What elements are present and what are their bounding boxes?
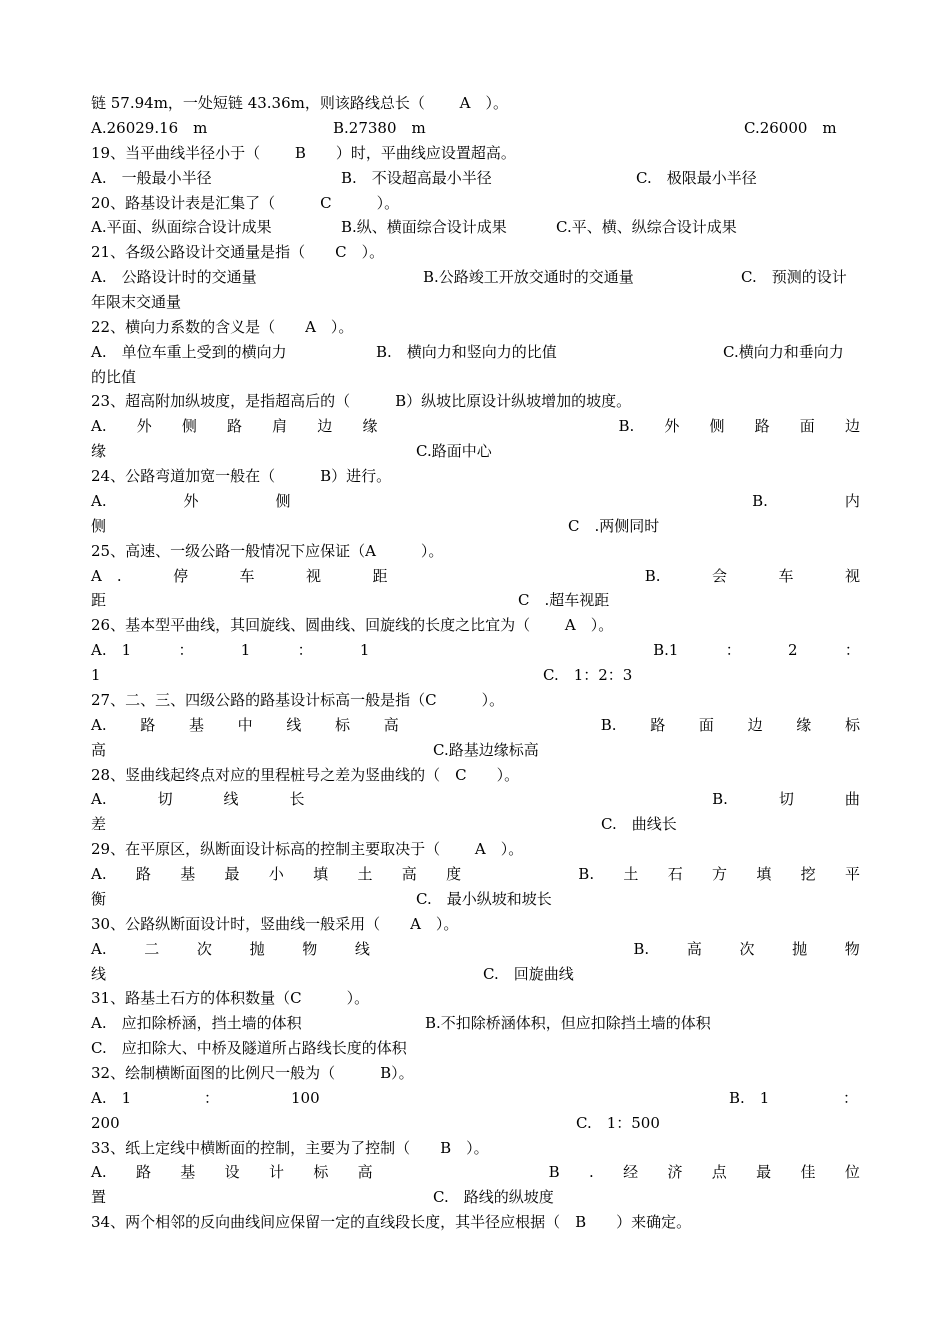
text-line: 21、各级公路设计交通量是指（ C ）。 [91, 243, 385, 262]
option-text: A. 应扣除桥涵，挡土墙的体积 [91, 1014, 302, 1033]
spread-token: 缘 [362, 417, 378, 436]
spread-token: 设 [224, 1163, 240, 1182]
spread-token: 抛 [249, 939, 265, 958]
spread-token: 填 [313, 865, 329, 883]
spread-token: 小 [268, 865, 284, 883]
spread-token: B.1 [653, 641, 679, 660]
spread-token: A. [91, 491, 107, 510]
spread-token: 线 [286, 715, 302, 734]
text-line [91, 962, 860, 987]
spread-token: 视 [306, 566, 322, 585]
text-line: 25、高速、一级公路一般情况下应保证（A ）。 [91, 541, 444, 560]
spread-token: 缘 [796, 715, 812, 734]
option-text: C. 极限最小半径 [636, 168, 757, 187]
spread-token: 次 [196, 939, 212, 958]
text-line: 的比值 [91, 367, 137, 386]
text-line: 34、两个相邻的反向曲线间应保留一定的直线段长度，其半径应根据（ B ）来确定。 [91, 1213, 692, 1232]
option-text: 距 [91, 591, 107, 610]
text-line [91, 812, 860, 837]
text-line: 27、二、三、四级公路的路基设计标高一般是指（C ）。 [91, 690, 505, 709]
spread-token: 长 [289, 790, 305, 809]
spread-token: B. [752, 491, 768, 510]
option-text: C. 最小纵坡和坡长 [416, 889, 552, 908]
spread-token: 路 [227, 417, 243, 436]
spread-token: 基 [188, 715, 204, 734]
spread-token: A. [91, 1163, 107, 1182]
spread-token: 车 [778, 566, 794, 585]
option-text: 侧 [91, 516, 107, 535]
spread-token: 方 [712, 865, 728, 883]
text-line [91, 588, 860, 613]
spread-token: 1 [359, 641, 370, 660]
spread-token: B. [578, 865, 595, 883]
spread-token: 经 [623, 1163, 639, 1182]
option-text: B.公路竣工开放交通时的交通量 [423, 268, 634, 287]
spread-token: 计 [268, 1163, 284, 1182]
option-text: C. 预测的设计 [741, 268, 847, 287]
spread-token: 济 [667, 1163, 683, 1182]
option-text: ： [843, 1088, 859, 1107]
option-text: 1 [91, 666, 101, 684]
option-text: C .超车视距 [518, 591, 610, 610]
option-text: A.26029.16 m [91, 118, 208, 137]
text-line: 30、公路纵断面设计时，竖曲线一般采用（ A ）。 [91, 914, 459, 933]
text-line: 22、横向力系数的含义是（ A ）。 [91, 317, 354, 336]
text-line [91, 887, 860, 912]
spread-token: 高 [686, 939, 702, 958]
option-text: C. 1：500 [576, 1113, 660, 1132]
option-text: 置 [91, 1188, 107, 1207]
option-text: C.横向力和垂向力 [723, 342, 844, 361]
text-line [91, 414, 860, 439]
spread-token: 会 [712, 566, 728, 585]
spread-token: 基 [180, 1163, 196, 1182]
spread-token: B. [600, 715, 617, 734]
spread-token: 点 [711, 1163, 727, 1182]
option-text: B.不扣除桥涵体积，但应扣除挡土墙的体积 [425, 1014, 711, 1033]
spread-token: 高 [401, 865, 417, 883]
text-line: 20、路基设计表是汇集了（ C ）。 [91, 193, 400, 212]
spread-token: 外 [664, 417, 680, 436]
option-text: 缘 [91, 442, 107, 461]
text-line [91, 1086, 860, 1111]
spread-token: 2 [788, 641, 798, 660]
spread-token: 线 [223, 790, 239, 809]
spread-token: 内 [844, 491, 860, 510]
spread-token: 外 [183, 491, 199, 510]
spread-token: 物 [844, 939, 860, 958]
spread-token: B. [712, 790, 728, 809]
option-text: 高 [91, 740, 107, 759]
spread-token: 挖 [800, 865, 816, 883]
spread-token: 边 [747, 715, 763, 734]
option-text: A. 一般最小半径 [91, 168, 212, 187]
spread-token: 次 [739, 939, 755, 958]
spread-token: A. [91, 790, 107, 809]
option-text: C.路基边缘标高 [433, 740, 539, 759]
option-text: C.26000 m [744, 118, 837, 137]
option-text: B.27380 m [333, 118, 426, 137]
option-text: C. 路线的纵坡度 [433, 1188, 554, 1207]
text-line [91, 937, 860, 962]
spread-token: 土 [357, 865, 373, 883]
spread-token: 抛 [792, 939, 808, 958]
text-line [91, 713, 860, 738]
spread-token: 肩 [272, 417, 288, 436]
option-text: C. 回旋曲线 [483, 964, 574, 983]
text-line: 28、竖曲线起终点对应的里程桩号之差为竖曲线的（ C ）。 [91, 765, 520, 784]
spread-token: A. [91, 865, 107, 883]
option-text: 200 [91, 1113, 120, 1132]
spread-token: A. 1 [91, 641, 132, 660]
spread-token: 视 [844, 566, 860, 585]
spread-token: B. [633, 939, 650, 958]
text-line: 年限末交通量 [91, 293, 182, 311]
text-line [91, 564, 860, 589]
option-text: C.平、横、纵综合设计成果 [556, 218, 737, 237]
spread-token: 侧 [709, 417, 725, 436]
spread-token: . [589, 1163, 594, 1182]
spread-token: 基 [180, 865, 196, 883]
spread-token: A. [91, 417, 107, 436]
text-line [91, 340, 860, 365]
option-text: ： [204, 1088, 220, 1107]
spread-token: 路 [140, 715, 156, 734]
spread-token: 二 [144, 939, 160, 958]
spread-token: B. [644, 566, 661, 585]
text-line: 链 57.94m，一处短链 43.36m，则该路线总长（ A ）。 [91, 94, 508, 112]
spread-token: 佳 [800, 1163, 816, 1182]
spread-token: 位 [844, 1163, 860, 1182]
option-text: C. 曲线长 [601, 815, 677, 834]
text-line [91, 1011, 860, 1036]
spread-token: 标 [844, 715, 860, 734]
text-line [91, 439, 860, 464]
spread-token: 侧 [181, 417, 197, 436]
spread-token: 最 [224, 865, 240, 883]
text-line [91, 215, 860, 240]
spread-token: 高 [357, 1163, 373, 1182]
text-line [91, 787, 860, 812]
option-text: B.纵、横面综合设计成果 [341, 218, 507, 237]
spread-token: 路 [650, 715, 666, 734]
option-text: C. 1：2：3 [543, 666, 633, 684]
text-line [91, 638, 860, 663]
spread-token: 曲 [844, 790, 860, 809]
spread-token: ： [844, 641, 860, 660]
text-line: 19、当平曲线半径小于（ B ）时，平曲线应设置超高。 [91, 143, 516, 162]
option-text: C .两侧同时 [568, 516, 660, 535]
spread-token: 面 [698, 715, 714, 734]
spread-token: 中 [237, 715, 253, 734]
spread-token: 车 [239, 566, 255, 585]
spread-token: 距 [372, 566, 388, 585]
text-line: 26、基本型平曲线，其回旋线、圆曲线、回旋线的长度之比宜为（ A ）。 [91, 616, 614, 635]
option-text: 差 [91, 815, 107, 834]
spread-token: 石 [667, 865, 683, 883]
text-line [91, 738, 860, 763]
spread-token: A. [91, 939, 107, 958]
text-line [91, 1111, 860, 1136]
spread-token: B [548, 1163, 560, 1182]
spread-token: 边 [844, 417, 860, 436]
spread-token: A. [91, 715, 107, 734]
spread-token: ： [725, 641, 741, 660]
spread-token: 标 [335, 715, 351, 734]
option-text: 线 [91, 964, 107, 983]
option-text: A. 单位车重上受到的横向力 [91, 342, 287, 361]
text-line [91, 663, 860, 688]
spread-token: 高 [383, 715, 399, 734]
text-line: 29、在平原区，纵断面设计标高的控制主要取决于（ A ）。 [91, 840, 524, 859]
spread-token: 切 [778, 790, 794, 809]
text-line [91, 116, 860, 141]
text-line [91, 1185, 860, 1210]
option-text: A. 1 [91, 1088, 132, 1107]
option-text: 100 [291, 1088, 320, 1107]
text-line: 24、公路弯道加宽一般在（ B）进行。 [91, 467, 392, 486]
option-text: B. 不设超高最小半径 [341, 168, 492, 187]
spread-token: 路 [754, 417, 770, 436]
text-line: 33、纸上定线中横断面的控制，主要为了控制（ B ）。 [91, 1138, 489, 1157]
option-text: A.平面、纵面综合设计成果 [91, 218, 272, 237]
spread-token: 物 [302, 939, 318, 958]
spread-token: 面 [799, 417, 815, 436]
spread-token: B. [618, 417, 635, 436]
spread-token: ： [297, 641, 313, 660]
option-text: A. 公路设计时的交通量 [91, 268, 257, 287]
spread-token: 侧 [275, 491, 291, 510]
text-line [91, 265, 860, 290]
option-text: B. 横向力和竖向力的比值 [376, 342, 557, 361]
spread-token: 最 [756, 1163, 772, 1182]
text-line [91, 514, 860, 539]
spread-token: 停 [173, 566, 189, 585]
text-line: C. 应扣除大、中桥及隧道所占路线长度的体积 [91, 1039, 407, 1058]
text-line: 23、超高附加纵坡度，是指超高后的（ B）纵坡比原设计纵坡增加的坡度。 [91, 392, 632, 411]
spread-token: 1 [240, 641, 251, 660]
option-text: B. 1 [729, 1088, 770, 1107]
text-line: 31、路基土石方的体积数量（C ）。 [91, 989, 370, 1008]
spread-token: 外 [136, 417, 152, 436]
option-text: C.路面中心 [416, 442, 492, 461]
spread-token: 边 [317, 417, 333, 436]
spread-token: 标 [313, 1163, 329, 1182]
spread-token: A . [91, 566, 122, 585]
spread-token: 平 [844, 865, 860, 883]
spread-token: 线 [354, 939, 370, 958]
text-line [91, 1160, 860, 1185]
text-line: 32、绘制横断面图的比例尺一般为（ B）。 [91, 1063, 414, 1082]
text-line [91, 862, 860, 887]
text-line [91, 166, 860, 191]
spread-token: 路 [135, 865, 151, 883]
spread-token: 路 [135, 1163, 151, 1182]
text-line [91, 489, 860, 514]
document-page [91, 0, 860, 1344]
option-text: 衡 [91, 889, 107, 908]
spread-token: 土 [623, 865, 639, 883]
spread-token: ： [178, 641, 194, 660]
spread-token: 切 [157, 790, 173, 809]
spread-token: 填 [756, 865, 772, 883]
spread-token: 度 [446, 865, 462, 883]
